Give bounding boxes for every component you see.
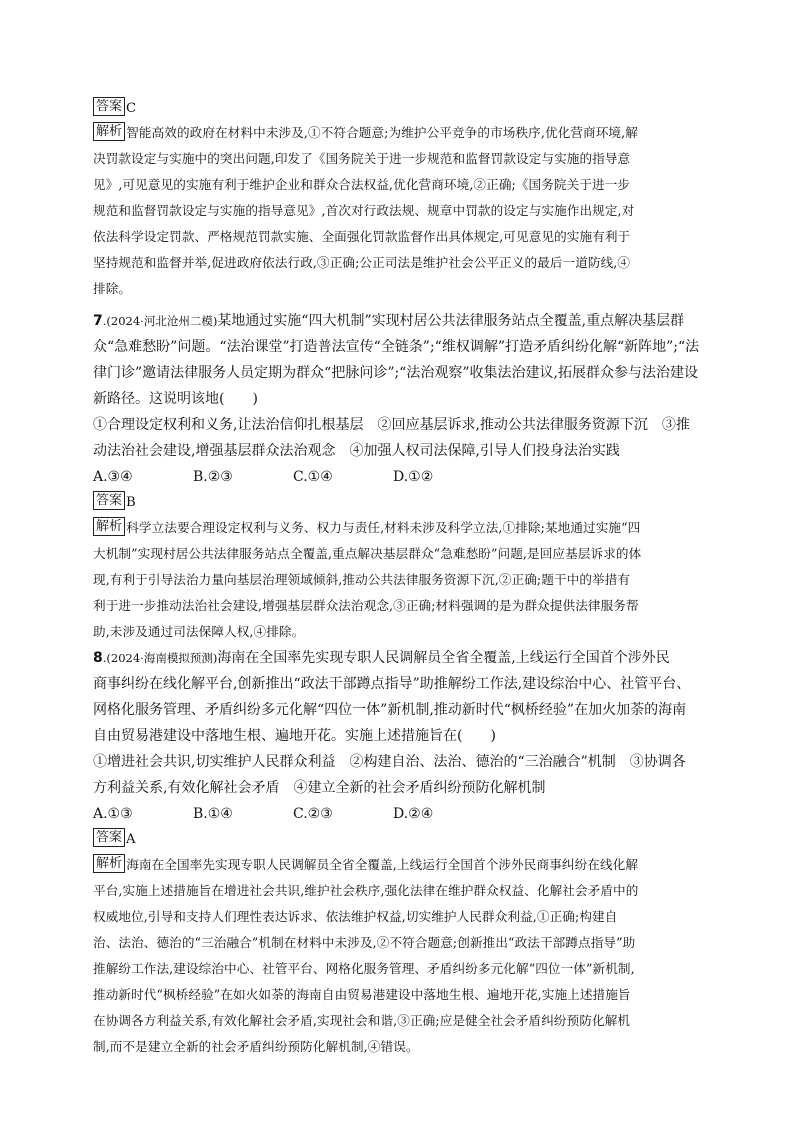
q6-analysis-line: 依法科学设定罚款、严格规范罚款实施、全面强化罚款监督作出具体规定,可见意见的实施有利于 — [93, 229, 631, 244]
answer-label: 答案 — [93, 491, 125, 510]
q7-analysis-line: 现,有利于引导法治力量向基层治理领域倾斜,推动公共法律服务资源下沉,②正确;题干中的举措有 — [93, 572, 631, 587]
q6-analysis-line: 决罚款设定与实施中的突出问题,印发了《国务院关于进一步规范和监督罚款设定与实施的指导意 — [93, 151, 631, 166]
option-a: A.③④ — [93, 469, 133, 485]
q8-number: 8 — [93, 650, 103, 666]
q8-analysis-line: 推解纷工作法,建设综治中心、社管平台、网格化服务管理、矛盾纠纷多元化解“四位一体”新机制, — [93, 961, 635, 976]
q7-number: 7 — [93, 313, 103, 329]
q8-analysis-line: 权威地位,引导和支持人们理性表达诉求、依法维护权益,切实维护人民群众利益,①正确;构建自 — [93, 909, 618, 924]
q7-statement-line: ①合理设定权利和义务,让法治信仰扎根基层 ②回应基层诉求,推动公共法律服务资源下沉 ③推 — [93, 417, 690, 433]
q7-analysis-line: 大机制”实现村居公共法律服务站点全覆盖,重点解决基层群众“急难愁盼”问题,是回应基层诉求的体 — [93, 546, 642, 561]
option-b: B.①④ — [193, 806, 233, 822]
q6-analysis-line: 坚持规范和监督并举,促进政府依法行政,③正确;公正司法是维护社会公平正义的最后一道防线,④ — [93, 255, 631, 270]
q7-answer-line — [93, 490, 701, 516]
answer-label: 答案 — [93, 97, 125, 116]
q8-analysis-line: 推动新时代“枫桥经验”在如火如荼的海南自由贸易港建设中落地生根、遍地开花,实施上述措施旨 — [93, 987, 631, 1002]
q6-analysis-line: 见》,可见意见的实施有利于维护企业和群众合法权益,优化营商环境,②正确;《国务院关于进一步 — [93, 177, 631, 192]
q6-analysis-line: 解析 智能高效的政府在材料中未涉及,①不符合题意;为维护公平竞争的市场秩序,优化营商环境,解 — [93, 120, 701, 146]
q7-stem-line: 新路径。这说明该地( ) — [93, 391, 258, 407]
q8-analysis-line: 解析 海南在全国率先实现专职人民调解员全省全覆盖,上线运行全国首个涉外民商事纠纷在线化解 — [93, 852, 701, 878]
q8-source: .(2024·海南模拟预测) — [102, 651, 218, 665]
q8-stem-line: 8.(2024·海南模拟预测)海南在全国率先实现专职人民调解员全省全覆盖,上线运行全国首个涉外民 — [93, 650, 670, 666]
analysis-label: 解析 — [93, 122, 125, 141]
q8-answer-line — [93, 827, 701, 853]
q7-source: .(2024·河北沧州二模) — [102, 314, 218, 328]
option-a: A.①③ — [93, 806, 133, 822]
q7-stem-line: 7.(2024·河北沧州二模)某地通过实施“四大机制”实现村居公共法律服务站点全覆盖,重点解决基层群 — [93, 313, 685, 329]
q8-stem-line: 商事纠纷在线化解平台,创新推出“政法干部蹲点指导”助推解纷工作法,建设综治中心、社管平台、 — [93, 676, 691, 692]
q6-answer: C — [126, 101, 137, 116]
option-c: C.①④ — [293, 469, 333, 485]
q8-analysis-line: 制,而不是建立全新的社会矛盾纠纷预防化解机制,④错误。 — [93, 1039, 419, 1054]
analysis-label: 解析 — [93, 517, 125, 536]
option-c: C.②③ — [293, 806, 333, 822]
q8-answer: A — [126, 832, 136, 847]
q8-stem-line: 网格化服务管理、矛盾纠纷多元化解“四位一体”新机制,推动新时代“枫桥经验”在加火加荼的海南 — [93, 702, 687, 718]
q8-options — [93, 801, 701, 827]
q6-analysis-line: 规范和监督罚款设定与实施的指导意见》,首次对行政法规、规章中罚款的设定与实施作出规定,对 — [93, 203, 635, 218]
q7-analysis-line: 解析 科学立法要合理设定权利与义务、权力与责任,材料未涉及科学立法,①排除;某地通过实施“四 — [93, 515, 701, 541]
q8-stem-line: 自由贸易港建设中落地生根、遍地开花。实施上述措施旨在( ) — [93, 728, 496, 744]
q7-analysis-line: 利于进一步推动法治社会建设,增强基层群众法治观念,③正确;材料强调的是为群众提供法律服务帮 — [93, 598, 639, 613]
q8-analysis-line: 平台,实施上述措施旨在增进社会共识,维护社会秩序,强化法律在维护群众权益、化解社会矛盾中的 — [93, 883, 639, 898]
answer-label: 答案 — [93, 828, 125, 847]
q7-answer: B — [126, 495, 136, 510]
option-d: D.②④ — [393, 806, 434, 822]
q7-stem-line: 众“急难愁盼”问题。“法治课堂”打造普法宣传“全链条”;“维权调解”打造矛盾纠纷化解“新阵地”;“法 — [93, 339, 700, 355]
q6-analysis-line: 排除。 — [93, 281, 132, 296]
q8-statement-line: ①增进社会共识,切实维护人民群众利益 ②构建自治、法治、德治的“三治融合”机制 ③协调各 — [93, 754, 686, 770]
q6-answer-line — [93, 96, 701, 122]
option-d: D.①② — [393, 469, 434, 485]
q7-statement-line: 动法治社会建设,增强基层群众法治观念 ④加强人权司法保障,引导人们投身法治实践 — [93, 443, 620, 459]
analysis-label: 解析 — [93, 854, 125, 873]
q8-statement-line: 方利益关系,有效化解社会矛盾 ④建立全新的社会矛盾纠纷预防化解机制 — [93, 780, 546, 796]
q8-analysis-line: 在协调各方利益关系,有效化解社会矛盾,实现社会和谐,③正确;应是健全社会矛盾纠纷预防化解机 — [93, 1013, 631, 1028]
q8-analysis-line: 治、法治、德治的“三治融合”机制在材料中未涉及,②不符合题意;创新推出“政法干部蹲点指导”助 — [93, 935, 636, 950]
option-b: B.②③ — [193, 469, 233, 485]
q7-options — [93, 464, 701, 490]
q7-analysis-line: 助,未涉及通过司法保障人权,④排除。 — [93, 624, 305, 639]
q7-stem-line: 律门诊”邀请法律服务人员定期为群众“把脉问诊”;“法治观察”收集法治建议,拓展群众参与法治建设 — [93, 365, 698, 381]
